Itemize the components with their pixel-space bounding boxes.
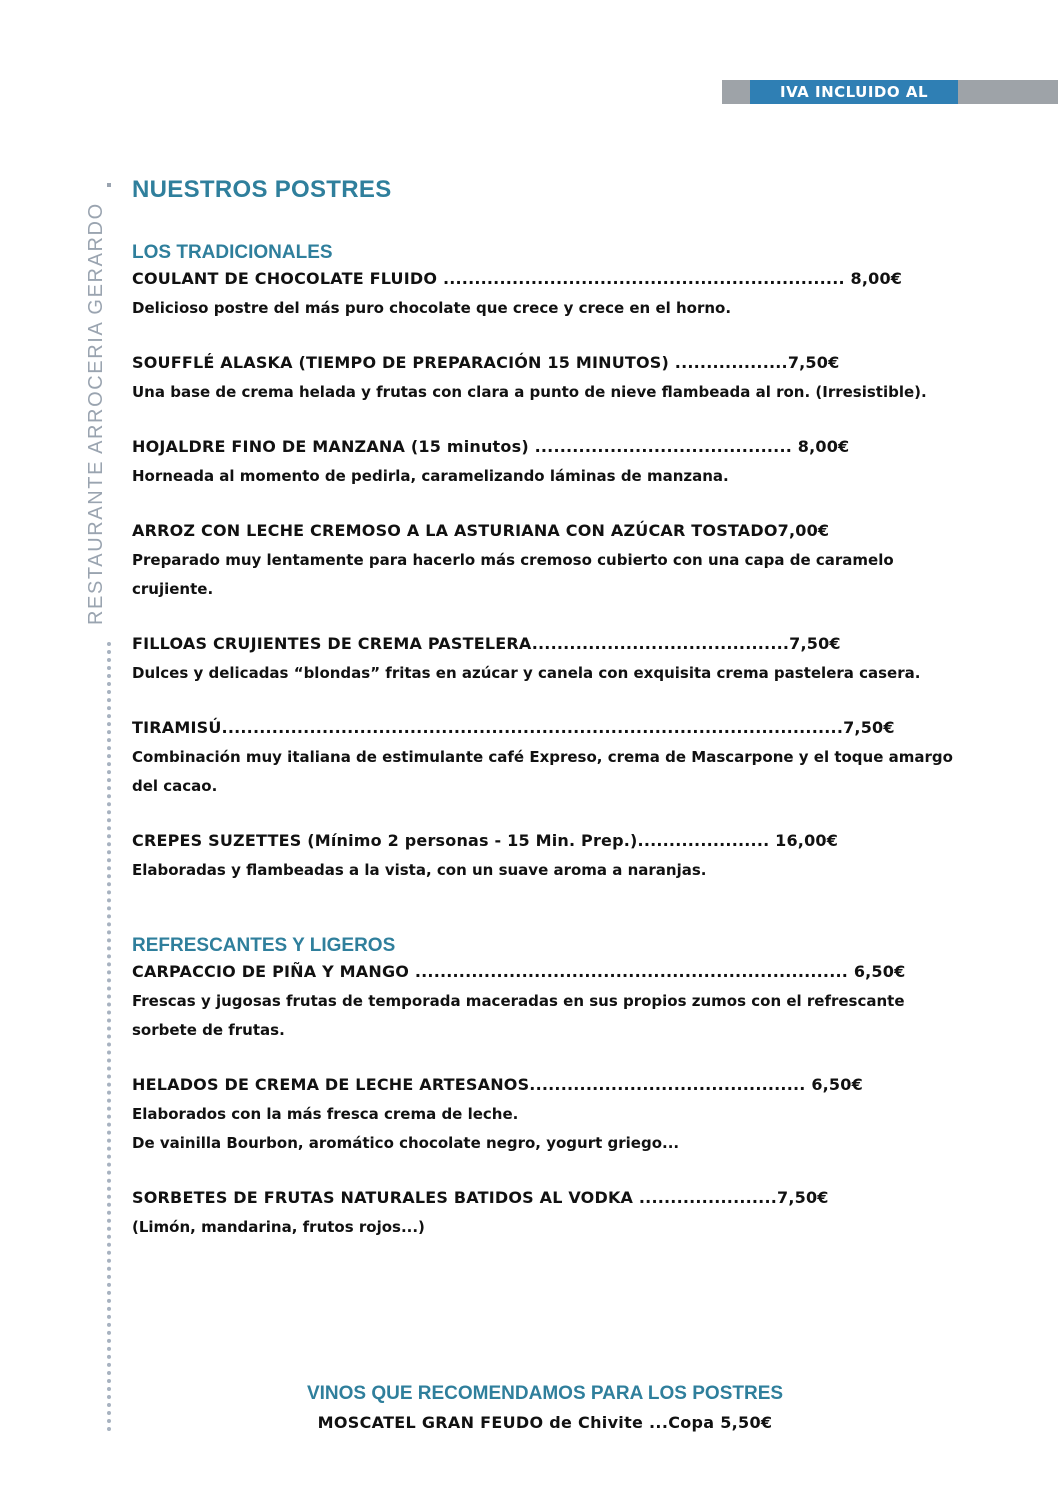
item-description: Delicioso postre del más puro chocolate que crece y crece en el horno. [132,299,732,317]
item-description: (Limón, mandarina, frutos rojos...) [132,1218,425,1236]
restaurant-name-vertical: RESTAURANTE ARROCERIA GERARDO [85,202,107,625]
item-name-price: SOUFFLÉ ALASKA (TIEMPO DE PREPARACIÓN 15 MINUTOS) ..................7,50€ [132,353,840,372]
item-description: Una base de crema helada y frutas con clara a punto de nieve flambeada al ron. (Irresistible). [132,383,927,401]
menu-item-sorbetes [132,1183,982,1242]
menu-item-filloas [132,629,982,688]
item-name-price: FILLOAS CRUJIENTES DE CREMA PASTELERA.........................................7,50€ [132,634,841,653]
section-tradicionales [132,242,982,885]
side-dotted-line [107,642,111,1432]
wines-title: VINOS QUE RECOMENDAMOS PARA LOS POSTRES [306,1383,784,1404]
item-name-price: HELADOS DE CREMA DE LECHE ARTESANOS............................................ 6,50€ [132,1075,863,1094]
menu-item-crepes [132,826,982,885]
menu-content [132,176,982,1242]
menu-item-souffle [132,348,982,407]
iva-banner: IVA INCLUIDO AL [750,80,958,104]
menu-item-carpaccio [132,957,982,1045]
item-name-price: SORBETES DE FRUTAS NATURALES BATIDOS AL VODKA ......................7,50€ [132,1188,829,1207]
menu-item-tiramisu [132,713,982,801]
section-refrescantes [132,935,982,1242]
menu-item-helados [132,1070,982,1158]
item-name-price: CARPACCIO DE PIÑA Y MANGO ..................................................................... 6,50€ [132,962,906,981]
item-description: Elaborados con la más fresca crema de leche. [132,1105,519,1123]
item-description: Elaboradas y flambeadas a la vista, con un suave aroma a naranjas. [132,861,707,879]
item-name-price: ARROZ CON LECHE CREMOSO A LA ASTURIANA CON AZÚCAR TOSTADO7,00€ [132,521,830,540]
item-name-price: TIRAMISÚ...................................................................................................7,50€ [132,718,895,737]
item-name-price: CREPES SUZETTES (Mínimo 2 personas - 15 Min. Prep.)..................... 16,00€ [132,831,839,850]
menu-item-arroz-con-leche [132,516,982,604]
item-name-price: HOJALDRE FINO DE MANZANA (15 minutos) ......................................... 8,00€ [132,437,850,456]
item-description: Preparado muy lentamente para hacerlo más cremoso cubierto con una capa de caramelo crujiente. [132,551,894,598]
item-name-price: COULANT DE CHOCOLATE FLUIDO ................................................................ 8,00€ [132,269,903,288]
menu-item-hojaldre [132,432,982,491]
item-description: Dulces y delicadas “blondas” fritas en azúcar y canela con exquisita crema pastelera casera. [132,664,921,682]
section-title: REFRESCANTES Y LIGEROS [132,935,396,956]
item-description: Horneada al momento de pedirla, caramelizando láminas de manzana. [132,467,729,485]
page-title: NUESTROS POSTRES [132,176,392,203]
item-description-extra: De vainilla Bourbon, aromático chocolate negro, yogurt griego... [132,1134,680,1152]
item-description: Combinación muy italiana de estimulante café Expreso, crema de Mascarpone y el toque amargo del cacao. [132,748,953,795]
menu-item-coulant [132,264,982,323]
wine-recommendation [132,1380,958,1438]
item-description: Frescas y jugosas frutas de temporada maceradas en sus propios zumos con el refrescante sorbete de frutas. [132,992,905,1039]
wines-line: MOSCATEL GRAN FEUDO de Chivite ...Copa 5,50€ [317,1413,773,1432]
section-title: LOS TRADICIONALES [132,242,333,263]
